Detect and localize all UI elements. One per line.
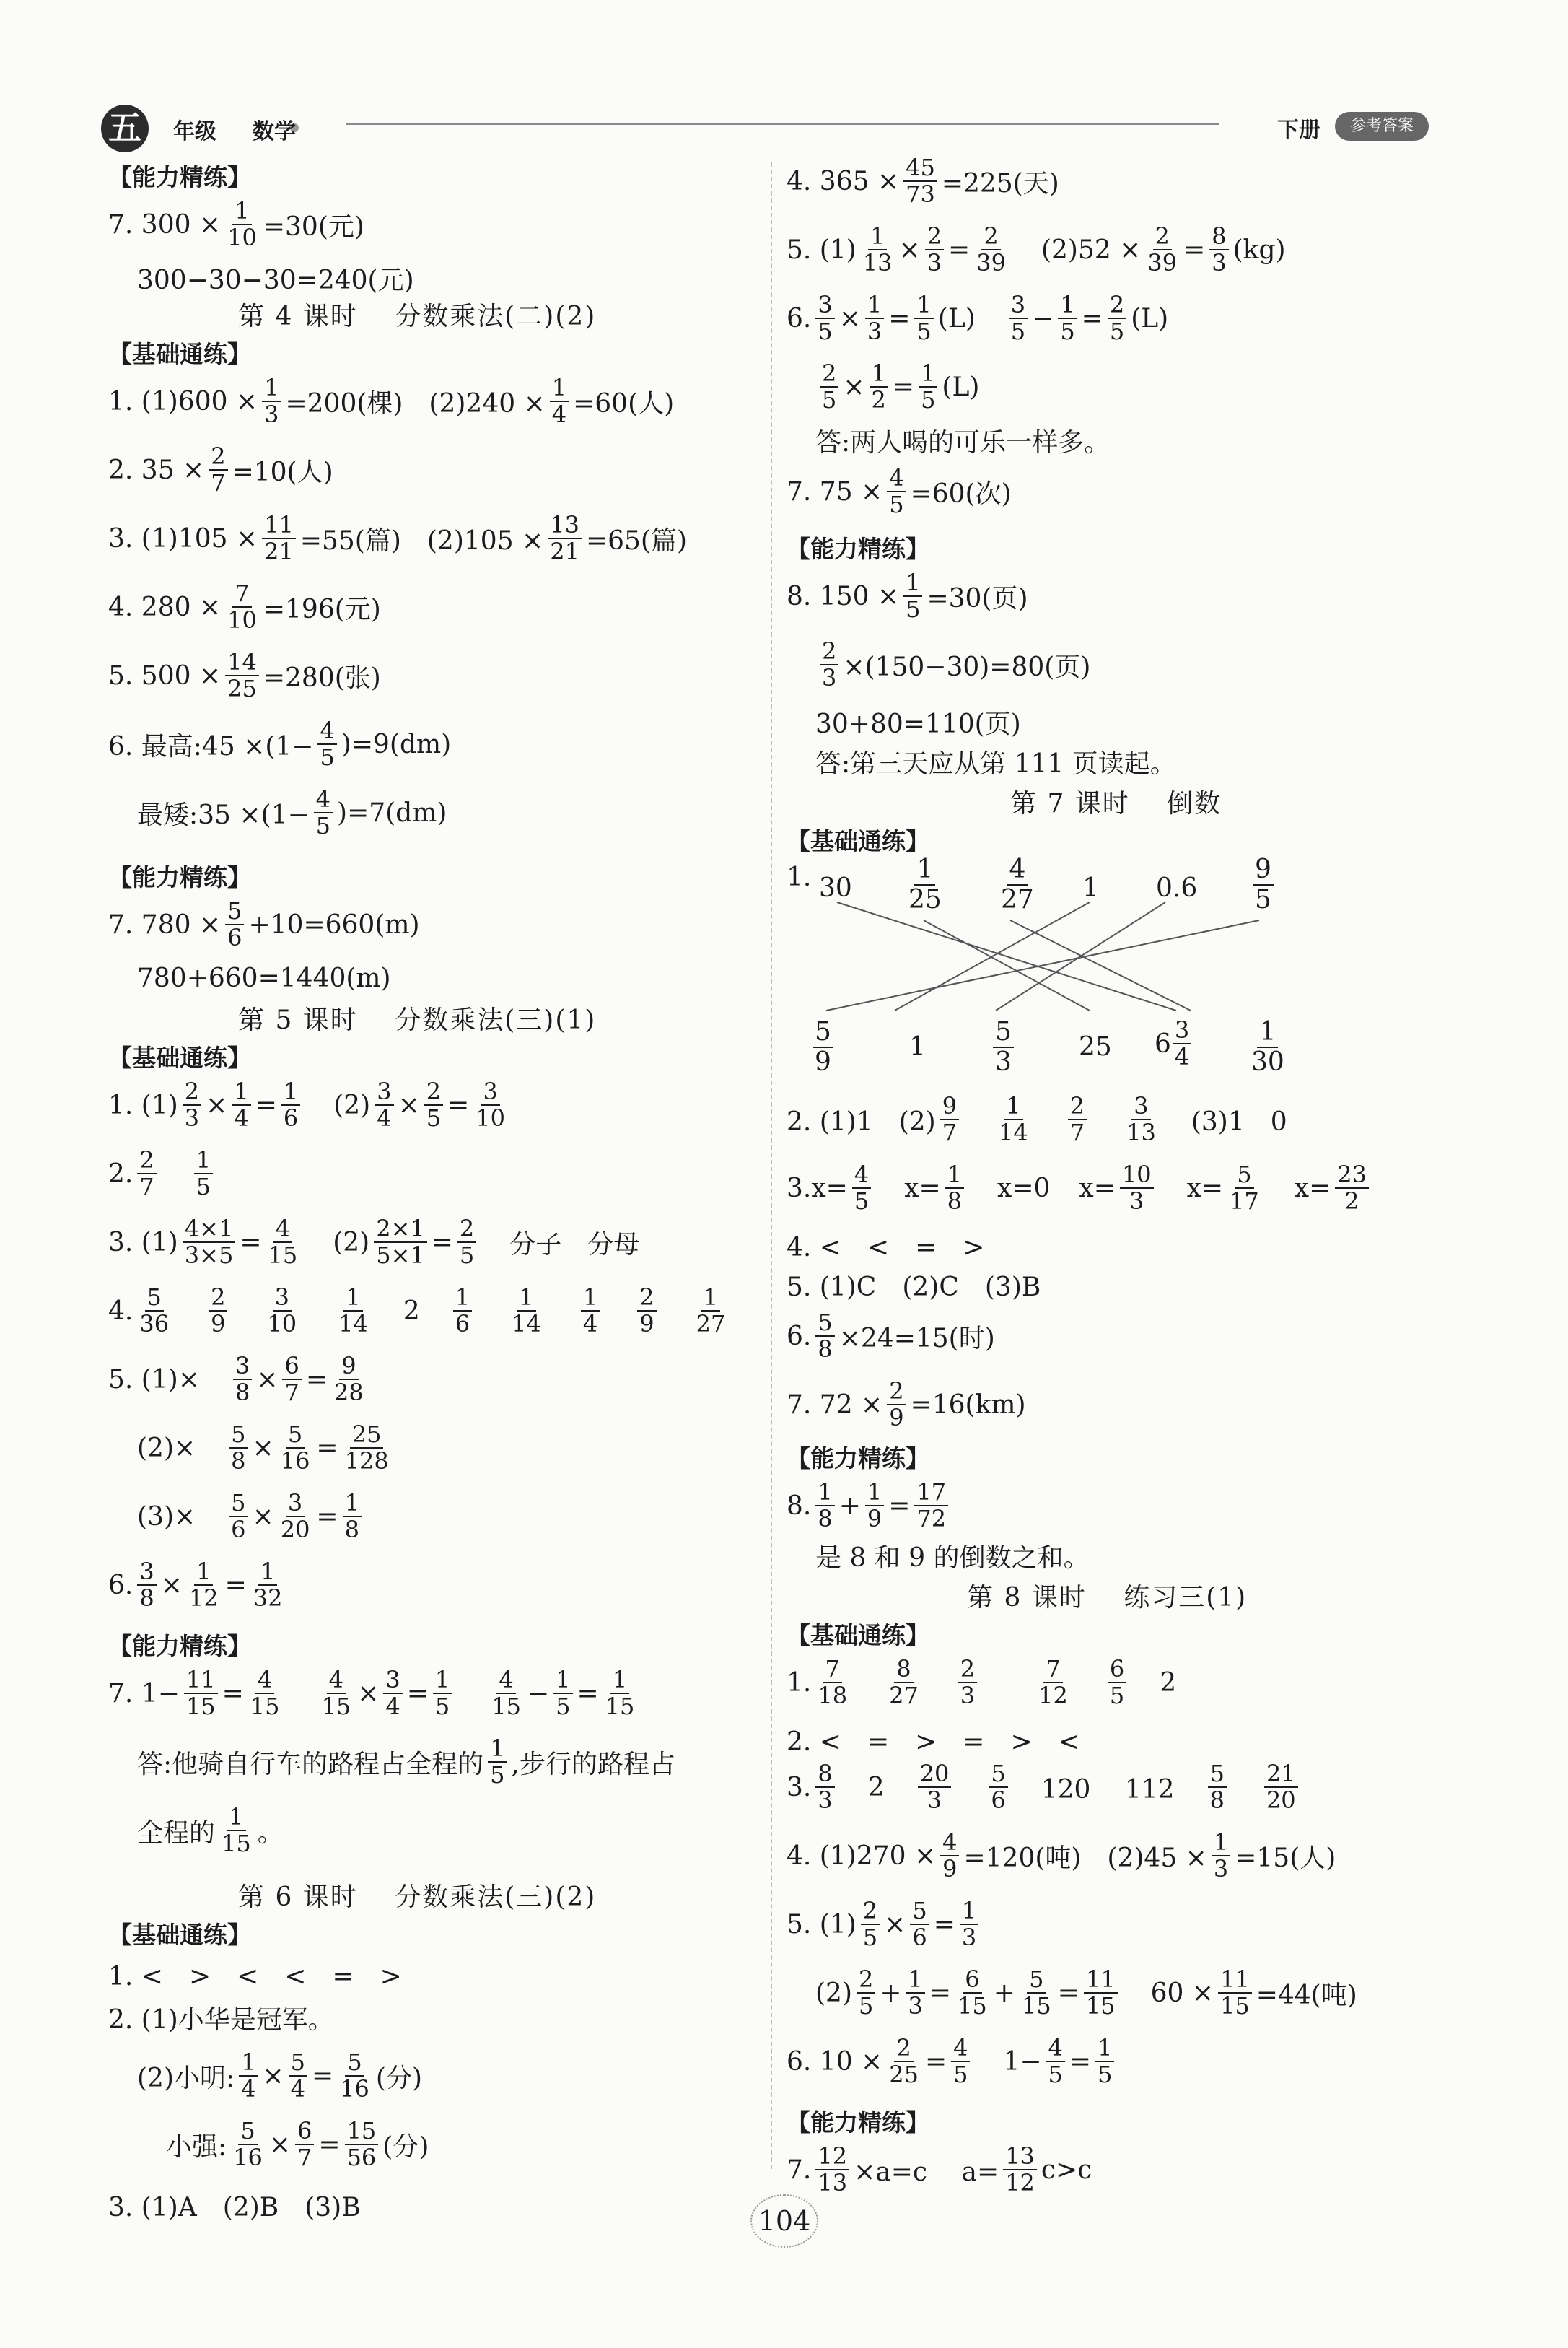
fraction: $\frac{4}{9}$ [940, 1830, 959, 1882]
problem-line: (2) $\frac{2}{5}$ + $\frac{1}{3}$ = $\frac{6}{15}$ + $\frac{5}{15}$ = $\frac{11}{15}$ 60 × $\frac{11}{15}$ =44(吨) [815, 1965, 1357, 2020]
grade-label: 年级 [173, 119, 216, 144]
fraction: $\frac{1}{9}$ [865, 1480, 884, 1532]
fraction: $\frac{20}{3}$ [918, 1761, 952, 1813]
top-item: $\frac{1}{25}$ [908, 855, 942, 915]
top-item: 30 [819, 873, 852, 903]
problem-line: 是 8 和 9 的倒数之和。 [815, 1543, 1090, 1573]
fraction: $\frac{3}{20}$ [280, 1489, 310, 1544]
fraction: $\frac{7}{12}$ [1038, 1655, 1068, 1710]
fraction: $\frac{2}{25}$ [889, 2034, 919, 2089]
problem-line [108, 198, 364, 250]
problem-line: 30+80=110(页) [815, 710, 1021, 739]
fraction: $\frac{2}{5}$ [1108, 292, 1126, 344]
fraction: $\frac{1}{12}$ [188, 1558, 219, 1612]
problem-line: 5. (1)C (2)C (3)B [787, 1273, 1041, 1302]
bottom-item: $\frac{5}{3}$ [993, 1018, 1014, 1076]
fraction: $\frac{14}{25}$ [225, 650, 259, 702]
section-heading: 【基础通练】 [108, 1044, 251, 1072]
problem-line: 3. $\frac{8}{3}$ 2 $\frac{20}{3}$ $\frac{5}{6}$ 120 112 $\frac{5}{8}$ $\frac{21}{20}$ [787, 1761, 1302, 1813]
fraction: $\frac{5}{16}$ [233, 2117, 263, 2172]
fraction: $\frac{5}{6}$ [989, 1761, 1007, 1813]
fraction: $\frac{2}{7}$ [209, 444, 227, 496]
fraction: $\frac{6}{7}$ [295, 2118, 314, 2170]
section-heading: 【能力精练】 [108, 1632, 251, 1660]
fraction: $\frac{1}{3}$ [262, 375, 281, 427]
fraction: $\frac{15}{56}$ [345, 2118, 379, 2170]
fraction: $\frac{3}{10}$ [267, 1283, 297, 1338]
fraction: $\frac{1}{15}$ [605, 1666, 635, 1721]
reciprocal-matching-diagram [787, 855, 1306, 1079]
fraction: $\frac{3}{13}$ [1126, 1092, 1156, 1147]
fraction: $\frac{1}{5}$ [553, 1667, 572, 1719]
fraction: $\frac{2}{5}$ [820, 361, 838, 413]
page-number: 104 [750, 2194, 818, 2248]
problem-line: $\frac{2}{3}$ ×(150−30)=80(页) [787, 639, 1090, 691]
fraction: $\frac{2}{5}$ [857, 1967, 875, 2019]
top-item: $\frac{4}{27}$ [1001, 855, 1034, 915]
problem-line: 2. < = > = > < [787, 1727, 1080, 1757]
top-item: 0.6 [1156, 873, 1198, 903]
fraction: $\frac{4}{5}$ [951, 2035, 970, 2087]
fraction: $\frac{1}{5}$ [1058, 292, 1077, 344]
fraction: $\frac{1}{4}$ [239, 2050, 258, 2102]
problem-line: 1. (1)600 × $\frac{1}{3}$ =200(棵) (2)240 × $\frac{1}{4}$ =60(人) [108, 374, 675, 429]
page-header [101, 105, 1429, 155]
fraction: $\frac{8}{27}$ [889, 1655, 919, 1710]
fraction: $\frac{1}{27}$ [696, 1283, 726, 1338]
fraction: $\frac{10}{3}$ [1120, 1162, 1154, 1214]
problem-line: 4. 280 × $\frac{7}{10}$ =196(元) [108, 580, 381, 634]
fraction: $\frac{4}{5}$ [314, 787, 333, 839]
bottom-item: 6 $\frac{3}{4}$ [1155, 1018, 1191, 1070]
fraction: $\frac{1}{3}$ [865, 292, 884, 344]
fraction: $\frac{6}{15}$ [958, 1965, 987, 2020]
fraction: $\frac{5}{6}$ [225, 899, 244, 951]
text: 7. 300 × [108, 209, 222, 240]
fraction: $\frac{1}{8}$ [815, 1480, 834, 1532]
problem-line: 6. $\frac{3}{5}$ × $\frac{1}{3}$ = $\frac{1}{5}$ (L) $\frac{3}{5}$ − $\frac{1}{5}$ = $\frac{2}{5}$ (L) [787, 291, 1169, 346]
problem-line: 7. 75 × $\frac{4}{5}$ =60(次) [787, 464, 1012, 519]
problem-line: 7. $\frac{12}{13}$ ×a=c a= $\frac{13}{12}$ c>c [787, 2142, 1092, 2197]
answer-line: 全程的 $\frac{1}{15}$ 。 [137, 1803, 284, 1858]
fraction: $\frac{2}{5}$ [457, 1216, 476, 1268]
fraction: $\frac{5}{16}$ [280, 1420, 310, 1475]
fraction: $\frac{5}{8}$ [815, 1310, 834, 1362]
problem-line: 1. (1) $\frac{2}{3}$ × $\frac{1}{4}$ = $\frac{1}{6}$ (2) $\frac{3}{4}$ × $\frac{2}{5}$ = $\frac{3}{10}$ [108, 1079, 512, 1131]
fraction: $\frac{2}{39}$ [976, 222, 1006, 277]
section-heading: 【能力精练】 [787, 535, 929, 563]
bottom-item: 1 [909, 1032, 926, 1062]
fraction: $\frac{2}{5}$ [861, 1898, 880, 1950]
fraction: $\frac{4}{5}$ [317, 718, 336, 770]
fraction: $\frac{1}{4}$ [550, 375, 569, 427]
problem-line: 2. (1)小华是冠军。 [108, 2005, 334, 2035]
text: =30(元) [263, 211, 364, 242]
fraction: $\frac{3}{5}$ [815, 292, 834, 344]
problem-line: 8. $\frac{1}{8}$ + $\frac{1}{9}$ = $\frac{17}{72}$ [787, 1480, 952, 1532]
fraction: $\frac{4}{5}$ [1046, 2035, 1065, 2087]
fraction: $\frac{45}{73}$ [903, 155, 937, 207]
fraction: $\frac{1}{5}$ [903, 570, 922, 622]
fraction: $\frac{3}{10}$ [476, 1078, 505, 1132]
fraction: $\frac{1}{4}$ [232, 1079, 250, 1131]
fraction: $\frac{8}{3}$ [815, 1761, 834, 1813]
problem-line: 300−30−30=240(元) [137, 266, 414, 295]
fraction: $\frac{4}{15}$ [321, 1666, 351, 1721]
fraction: $\frac{4}{15}$ [491, 1666, 521, 1721]
problem-line: 6. $\frac{3}{8}$ × $\frac{1}{12}$ = $\frac{1}{32}$ [108, 1559, 289, 1611]
fraction: $\frac{1}{32}$ [253, 1558, 283, 1612]
fraction: $\frac{1}{8}$ [945, 1162, 964, 1214]
bottom-item: $\frac{5}{9}$ [813, 1018, 833, 1076]
fraction: $\frac{3}{4}$ [375, 1079, 393, 1131]
fraction: $\frac{13}{21}$ [548, 512, 582, 564]
problem-line: 7. 1− $\frac{11}{15}$ = $\frac{4}{15}$ $\frac{4}{15}$ × $\frac{3}{4}$ = $\frac{1}{5}$ $\frac{4}{15}$ − $\frac{1}{5}$ = $\frac{1}{15}$ [108, 1667, 641, 1719]
problem-line: 6. $\frac{5}{8}$ ×24=15(时) [787, 1309, 995, 1363]
section-heading: 【基础通练】 [787, 1621, 929, 1649]
fraction: $\frac{11}{15}$ [1218, 1967, 1252, 2019]
fraction: $\frac{1}{14}$ [338, 1283, 368, 1338]
problem-line: 4. < < = > [787, 1233, 985, 1262]
fraction: $\frac{13}{12}$ [1003, 2144, 1037, 2196]
fraction: $\frac{5}{8}$ [1208, 1761, 1227, 1813]
top-item: $\frac{9}{5}$ [1253, 855, 1274, 914]
fraction: $\frac{1}{3}$ [960, 1898, 978, 1950]
lesson-title: 第 6 课时 分数乘法(三)(2) [238, 1882, 597, 1912]
fraction: $\frac{1}{4}$ [581, 1285, 600, 1337]
problem-line: (3)× $\frac{5}{6}$ × $\frac{3}{20}$ = $\frac{1}{8}$ [108, 1491, 366, 1542]
fraction: $\frac{1}{2}$ [870, 361, 888, 413]
bottom-item: $\frac{1}{30}$ [1251, 1017, 1284, 1077]
problem-line: 1. < > < < = > [108, 1962, 402, 1991]
problem-line: 8. 150 × $\frac{1}{5}$ =30(页) [787, 569, 1028, 624]
fraction: $\frac{5}{6}$ [910, 1898, 929, 1950]
fraction: $\frac{12}{13}$ [815, 2144, 849, 2196]
fraction: $\frac{5}{17}$ [1230, 1161, 1259, 1216]
fraction: $\frac{2}{39}$ [1147, 222, 1178, 277]
answer-badge: 参考答案 [1335, 112, 1429, 141]
fraction: $\frac{9}{28}$ [334, 1352, 364, 1407]
problem-line: 5. 500 × $\frac{14}{25}$ =280(张) [108, 648, 381, 703]
fraction: $\frac{1}{15}$ [222, 1803, 251, 1858]
fraction: $\frac{5}{8}$ [229, 1422, 248, 1474]
fraction: $\frac{4}{15}$ [268, 1215, 298, 1270]
section-heading: 【能力精练】 [108, 863, 251, 891]
fraction: $\frac{2}{9}$ [637, 1285, 656, 1337]
problem-line: 最矮:35 ×(1− $\frac{4}{5}$ )=7(dm) [137, 785, 447, 840]
fraction: $\frac{4}{15}$ [250, 1666, 280, 1721]
problem-line: 7. 780 × $\frac{5}{6}$ +10=660(m) [108, 897, 420, 952]
problem-line: 4. (1)270 × $\frac{4}{9}$ =120(吨) (2)45 × $\frac{1}{3}$ =15(人) [787, 1828, 1336, 1883]
section-heading: 【能力精练】 [108, 163, 251, 191]
fraction: $\frac{3}{5}$ [1009, 292, 1028, 344]
section-heading: 【能力精练】 [787, 1444, 929, 1472]
fraction: $\frac{7}{18}$ [818, 1655, 848, 1710]
answer-line: 答:他骑自行车的路程占全程的 $\frac{1}{5}$ ,步行的路程占 [137, 1734, 675, 1789]
answer-line: 答:两人喝的可乐一样多。 [815, 428, 1111, 458]
fraction: $\frac{2}{9}$ [887, 1379, 906, 1431]
problem-line: 3. x= $\frac{4}{5}$ x= $\frac{1}{8}$ x=0 x= $\frac{10}{3}$ x= $\frac{5}{17}$ x= $\frac{23}{2}$ [787, 1162, 1373, 1214]
fraction: $\frac{1}{10}$ [227, 197, 257, 252]
fraction: $\frac{2}{3}$ [183, 1079, 201, 1131]
section-heading: 【能力精练】 [787, 2108, 929, 2137]
subject-label: 数学 [253, 119, 296, 144]
fraction: $\frac{1}{5}$ [488, 1736, 507, 1788]
bottom-item: 25 [1079, 1032, 1112, 1062]
fraction: $\frac{9}{7}$ [940, 1094, 959, 1145]
problem-line: 4. 365 × $\frac{45}{73}$ =225(天) [787, 154, 1059, 209]
section-heading: 【基础通练】 [108, 340, 251, 368]
fraction: $\frac{1}{8}$ [343, 1491, 362, 1542]
fraction: $\frac{2}{3}$ [820, 639, 838, 691]
top-item: 1 [1082, 873, 1099, 903]
fraction: $\frac{3}{8}$ [137, 1559, 156, 1611]
fraction: $\frac{1}{14}$ [512, 1283, 541, 1338]
fraction: $\frac{2\times 1}{5\times 1}$ [374, 1216, 427, 1268]
problem-line: 5. (1) $\frac{2}{5}$ × $\frac{5}{6}$ = $\frac{1}{3}$ [787, 1898, 983, 1950]
fraction: $\frac{5}{4}$ [289, 2050, 307, 2102]
fraction: $\frac{2}{3}$ [958, 1657, 977, 1708]
fraction: $\frac{11}{15}$ [184, 1667, 218, 1719]
section-heading: 【基础通练】 [108, 1921, 251, 1949]
column-divider [771, 162, 772, 2169]
problem-line: 5. (1) $\frac{1}{13}$ × $\frac{2}{3}$ = $\frac{2}{39}$ (2)52 × $\frac{2}{39}$ = $\frac{8}{3}$ (kg) [787, 222, 1286, 277]
fraction: $\frac{21}{20}$ [1264, 1761, 1298, 1813]
fraction: $\frac{23}{2}$ [1335, 1162, 1369, 1214]
fraction: $\frac{1}{5}$ [194, 1148, 213, 1200]
fraction: $\frac{4\times 1}{3\times 5}$ [183, 1216, 236, 1268]
problem-line: 2. $\frac{2}{7}$ $\frac{1}{5}$ [108, 1148, 217, 1200]
fraction: $\frac{1}{6}$ [281, 1079, 300, 1131]
fraction: $\frac{6}{7}$ [282, 1353, 301, 1405]
fraction: $\frac{2}{5}$ [424, 1079, 443, 1131]
fraction: $\frac{7}{10}$ [227, 580, 257, 634]
fraction: $\frac{5}{6}$ [229, 1491, 248, 1542]
lesson-title: 第 8 课时 练习三(1) [967, 1583, 1248, 1612]
problem-line: 5. (1)× $\frac{3}{8}$ × $\frac{6}{7}$ = $\frac{9}{28}$ [108, 1353, 370, 1405]
header-rule [346, 123, 1219, 125]
fraction: $\frac{1}{3}$ [1212, 1830, 1230, 1882]
fraction: $\frac{11}{21}$ [262, 512, 296, 564]
fraction: $\frac{11}{15}$ [1084, 1967, 1118, 2019]
problem-line: (2)× $\frac{5}{8}$ × $\frac{5}{16}$ = $\frac{25}{128}$ [108, 1422, 395, 1474]
problem-line: $\frac{2}{5}$ × $\frac{1}{2}$ = $\frac{1}{5}$ (L) [787, 361, 979, 413]
fraction: $\frac{2}{3}$ [925, 224, 944, 276]
fraction: $\frac{1}{14}$ [999, 1092, 1028, 1147]
fraction: $\frac{1}{13}$ [862, 222, 893, 277]
fraction: $\frac{25}{128}$ [344, 1420, 389, 1475]
fraction: $\frac{3}{4}$ [1173, 1018, 1191, 1070]
problem-line: (2)小明: $\frac{1}{4}$ × $\frac{5}{4}$ = $\frac{5}{16}$ (分) [137, 2048, 422, 2103]
problem-line: 2. 35 × $\frac{2}{7}$ =10(人) [108, 442, 333, 497]
problem-line: 7. 72 × $\frac{2}{9}$ =16(km) [787, 1377, 1026, 1432]
problem-line: 3. (1)A (2)B (3)B [108, 2193, 361, 2222]
fraction: $\frac{5}{15}$ [1021, 1965, 1051, 2020]
fraction: $\frac{3}{4}$ [383, 1667, 402, 1719]
problem-line: 6. 10 × $\frac{2}{25}$ = $\frac{4}{5}$ 1− $\frac{4}{5}$ = $\frac{1}{5}$ [787, 2035, 1118, 2087]
problem-line: 2. (1)1 (2) $\frac{9}{7}$ $\frac{1}{14}$ $\frac{2}{7}$ $\frac{3}{13}$ (3)1 0 [787, 1092, 1287, 1147]
fraction: $\frac{1}{5}$ [914, 292, 933, 344]
fraction: $\frac{3}{8}$ [233, 1353, 252, 1405]
problem-line: 1. $\frac{7}{18}$ $\frac{8}{27}$ $\frac{2}{3}$ $\frac{7}{12}$ $\frac{6}{5}$ 2 [787, 1655, 1177, 1710]
section-heading: 【基础通练】 [787, 827, 929, 855]
problem-line: 6. 最高:45 ×(1− $\frac{4}{5}$ )=9(dm) [108, 717, 452, 772]
fraction: $\frac{1}{6}$ [453, 1285, 472, 1337]
fraction: $\frac{1}{5}$ [1095, 2035, 1114, 2087]
volume-label: 下册 [1277, 118, 1320, 143]
lesson-title: 第 5 课时 分数乘法(三)(1) [238, 1005, 597, 1035]
matching-lines [787, 863, 1306, 1079]
answer-line: 答:第三天应从第 111 页读起。 [815, 749, 1176, 779]
fraction: $\frac{4}{5}$ [887, 466, 906, 518]
fraction: $\frac{17}{72}$ [914, 1480, 948, 1532]
grade-badge: 五 [101, 105, 149, 152]
lesson-title: 第 4 课时 分数乘法(二)(2) [238, 302, 597, 331]
fraction: $\frac{5}{36}$ [139, 1283, 170, 1338]
problem-line: 小强: $\frac{5}{16}$ × $\frac{6}{7}$ = $\frac{15}{56}$ (分) [166, 2117, 429, 2172]
fraction: $\frac{5}{16}$ [340, 2048, 369, 2103]
fraction: $\frac{4}{5}$ [852, 1162, 871, 1214]
fraction: $\frac{6}{5}$ [1108, 1657, 1126, 1708]
fraction: $\frac{1}{5}$ [433, 1667, 452, 1719]
problem-line: 4. $\frac{5}{36}$ $\frac{2}{9}$ $\frac{3}{10}$ $\frac{1}{14}$ 2 $\frac{1}{6}$ $\frac{1}{14}$ $\frac{1}{4}$ $\frac{2}{9}$ $\frac{1}{27}$ [108, 1285, 732, 1337]
lesson-title: 第 7 课时 倒数 [1010, 789, 1222, 819]
fraction: $\frac{2}{9}$ [209, 1285, 227, 1337]
fraction: $\frac{2}{7}$ [137, 1148, 156, 1200]
fraction: $\frac{2}{7}$ [1068, 1094, 1087, 1145]
fraction: $\frac{1}{5}$ [919, 361, 937, 413]
fraction: $\frac{8}{3}$ [1209, 224, 1228, 276]
question-number: 1. [787, 863, 812, 892]
fraction: $\frac{1}{3}$ [906, 1967, 925, 2019]
problem-line: 780+660=1440(m) [137, 964, 391, 993]
problem-line: 3. (1) $\frac{4\times 1}{3\times 5}$ = $\frac{4}{15}$ (2) $\frac{2\times 1}{5\times 1}$ = $\frac{2}{5}$ 分子 分母 [108, 1215, 640, 1270]
problem-line: 3. (1)105 × $\frac{11}{21}$ =55(篇) (2)105 × $\frac{13}{21}$ =65(篇) [108, 511, 688, 566]
